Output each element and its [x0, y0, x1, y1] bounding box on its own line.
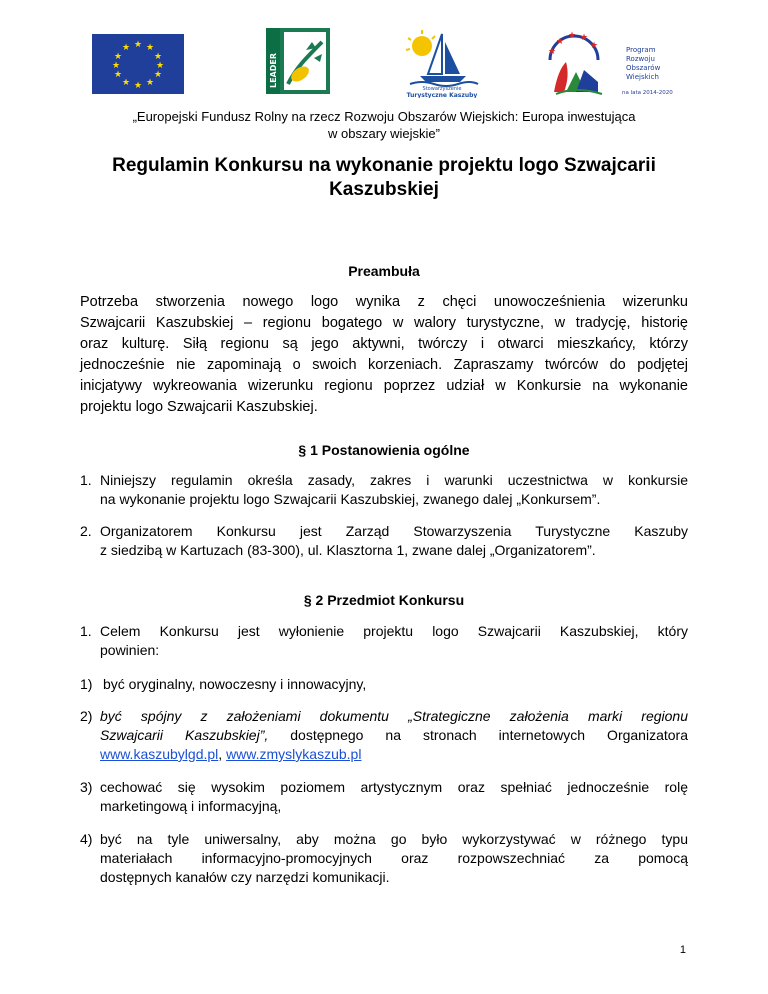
link-separator: ,: [218, 746, 227, 762]
prow-logo: [536, 30, 676, 98]
section-1-item-1: [80, 471, 688, 511]
subitem-line: dostępnych kanałów czy narzędzi komunikacji.: [100, 869, 390, 885]
section-2-heading: § 2 Przedmiot Konkursu: [303, 592, 465, 608]
preamble-heading: Preambuła: [348, 263, 420, 279]
subitem-line: być na tyle uniwersalny, aby można go było wykorzystywać w różnego typu: [100, 831, 688, 847]
prow-line-2: Rozwoju: [626, 55, 655, 63]
prow-line-5: na lata 2014-2020: [622, 90, 673, 96]
subitem-text: dostępnego na stronach internetowych Organizatora: [268, 727, 688, 743]
item-line: Niniejszy regulamin określa zasady, zakres i warunki uczestnictwa w konkursie: [100, 472, 688, 488]
document-title-line-1: Regulamin Konkursu na wykonanie projektu logo Szwajcarii: [112, 155, 656, 176]
svg-text:★: ★: [556, 37, 565, 47]
funding-header-line-2: w obszary wiejskie”: [328, 126, 440, 141]
preamble-line: inicjatywy wykreowania wizerunku regionu poprzez udział w Konkursie na wykonanie: [80, 378, 688, 394]
zmyslykaszub-link[interactable]: www.zmyslykaszub.pl: [226, 746, 362, 762]
kaszubylgd-link[interactable]: www.kaszubylgd.pl: [100, 746, 219, 762]
subitem-line: cechować się wysokim poziomem artystycznym oraz spełniać jednocześnie rolę: [100, 779, 688, 795]
svg-text:★: ★: [568, 31, 577, 41]
preamble-paragraph: [80, 292, 688, 418]
subitem-line-2: [100, 726, 688, 745]
subitem-number: 3): [80, 779, 93, 795]
section-2-item-1: [80, 622, 688, 662]
section-1-item-2: [80, 522, 688, 562]
subitem-line: marketingową i informacyjną,: [100, 798, 282, 814]
prow-line-4: Wiejskich: [626, 73, 659, 81]
item-number: 1.: [80, 623, 92, 639]
prow-line-1: Program: [626, 46, 656, 54]
kaszuby-text-1: Stowarzyszenie: [422, 86, 462, 92]
section-1-heading: § 1 Postanowienia ogólne: [298, 442, 470, 458]
item-number: 1.: [80, 472, 92, 488]
kaszuby-text-2: Turystyczne Kaszuby: [406, 92, 478, 98]
subitem-line: być oryginalny, nowoczesny i innowacyjny,: [103, 676, 367, 692]
subitem-number: 4): [80, 831, 93, 847]
funding-header-line-1: „Europejski Fundusz Rolny na rzecz Rozwoju Obszarów Wiejskich: Europa inwestująca: [132, 109, 636, 124]
item-number: 2.: [80, 523, 92, 539]
svg-text:★: ★: [548, 47, 557, 57]
subitem-line: materiałach informacyjno-promocyjnych oraz rozpowszechniać za pomocą: [100, 850, 688, 866]
page-number: 1: [679, 944, 686, 956]
item-line: Organizatorem Konkursu jest Zarząd Stowarzyszenia Turystyczne Kaszuby: [100, 523, 688, 539]
subitem-italic-text: Szwajcarii Kaszubskiej”,: [100, 727, 269, 743]
subitem-links-line: [100, 745, 688, 764]
subitem-number: 2): [80, 708, 93, 724]
section-2-subitem-4: [80, 830, 688, 890]
item-line: Celem Konkursu jest wyłonienie projektu logo Szwajcarii Kaszubskiej, który: [100, 623, 688, 639]
section-2-subitem-3: [80, 778, 688, 818]
section-2-subitem-2: [80, 707, 688, 767]
document-title-line-2: Kaszubskiej: [329, 179, 439, 200]
leader-text: LEADER: [269, 52, 278, 88]
eu-flag-icon: ★ ★ ★ ★ ★ ★ ★ ★ ★ ★ ★ ★: [92, 34, 184, 94]
section-2-subitem-1: [80, 675, 688, 695]
subitem-line: być spójny z założeniami dokumentu „Strategiczne założenia marki regionu: [100, 708, 688, 724]
item-line: powinien:: [100, 642, 160, 658]
preamble-line: Szwajcarii Kaszubskiej – regionu bogatego w walory turystyczne, w tradycję, historię: [80, 315, 688, 331]
svg-text:★: ★: [590, 41, 599, 51]
logo-bar: [0, 28, 768, 98]
prow-line-3: Obszarów: [626, 64, 661, 72]
leader-logo: [266, 28, 330, 94]
svg-text:★: ★: [580, 33, 589, 43]
kaszuby-logo: [402, 28, 482, 98]
preamble-line: jednocześnie nie zapominają o swoich korzeniach. Zapraszamy twórców do podjętej: [80, 357, 688, 373]
preamble-line: oraz kulturę. Siłą regionu są jego aktywni, twórczy i otwarci mieszkańcy, którzy: [80, 336, 688, 352]
preamble-line: Potrzeba stworzenia nowego logo wynika z chęci unowocześnienia wizerunku: [80, 294, 688, 310]
preamble-line: projektu logo Szwajcarii Kaszubskiej.: [80, 399, 318, 415]
item-line: z siedzibą w Kartuzach (83-300), ul. Klasztorna 1, zwane dalej „Organizatorem”.: [100, 542, 596, 558]
subitem-number: 1): [80, 676, 93, 692]
item-line: na wykonanie projektu logo Szwajcarii Kaszubskiej, zwanego dalej „Konkursem”.: [100, 491, 601, 507]
